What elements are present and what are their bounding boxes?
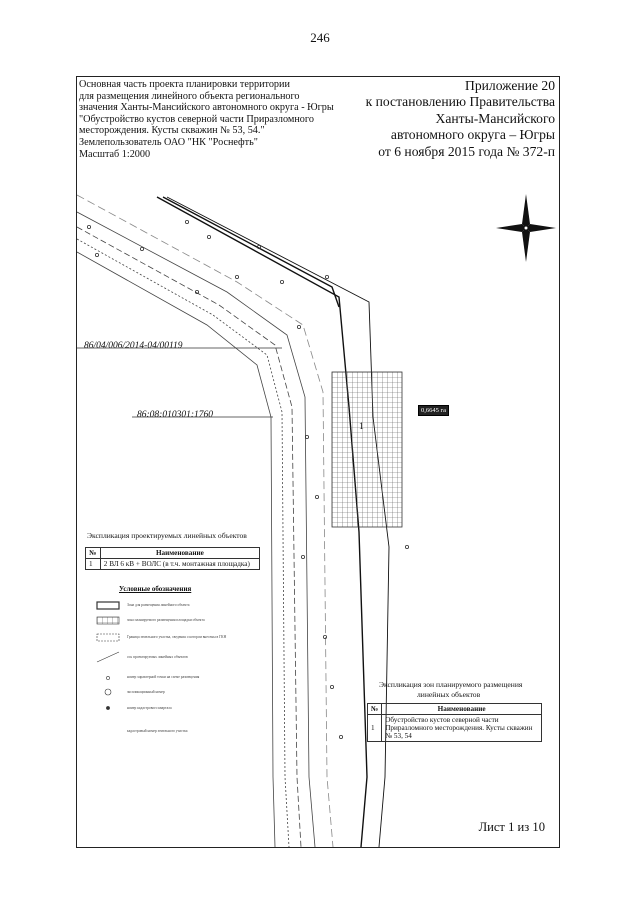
legend-item: зона планируемого размещения площадки объекта <box>127 618 205 622</box>
legend-item: ось проектируемых линейных объектов <box>127 655 188 659</box>
legend-title: Условные обозначения <box>119 585 192 593</box>
well-pad-grid <box>332 372 402 527</box>
site-area-box: 0,6645 га <box>418 405 449 416</box>
appendix-line: Ханты-Мансийского <box>435 110 555 126</box>
zone-table-title: линейных объектов <box>417 690 481 699</box>
north-arrow-icon <box>496 194 556 262</box>
legend-item: номер кадастрового квартала <box>127 706 172 710</box>
land-user-line: Землепользователь ОАО "НК "Роснефть" <box>79 136 258 148</box>
legend-item: кадастровый номер земельного участка <box>127 729 188 733</box>
table-cell: Обустройство кустов северной части Приразломного месторождения. Кусты скважин № 53, 54 <box>382 715 542 742</box>
appendix-line: Приложение 20 <box>465 78 555 93</box>
table-cell: 1 <box>368 715 382 742</box>
site-marker: 1 <box>359 422 364 432</box>
road-corridor <box>77 195 333 847</box>
cadastral-label: 86:08:010301:1760 <box>137 410 213 420</box>
project-line: значения Ханты-Мансийского автономного округа - Югры <box>79 102 334 114</box>
zone-table-title: Экспликация зон планируемого размещения <box>379 680 523 689</box>
appendix-line: к постановлению Правительства <box>365 94 555 110</box>
project-line: месторождения. Кусты скважин № 53, 54." <box>79 125 265 137</box>
zone-table <box>367 703 542 742</box>
table-header: Наименование <box>382 704 542 715</box>
linear-objects-table <box>85 547 260 570</box>
legend-item: Зона для размещения линейного объекта <box>127 603 190 607</box>
cadastral-label: 86/04/006/2014-04/00119 <box>84 341 183 351</box>
legend-item: номер характерной точки на схеме размещения <box>127 675 200 679</box>
legend-item: экспликационный номер <box>127 690 165 694</box>
table-cell: 2 ВЛ 6 кВ + ВОЛС (в т.ч. монтажная площадка) <box>100 559 259 570</box>
map-sheet-frame <box>76 76 560 848</box>
scale-line: Масштаб 1:2000 <box>79 148 151 160</box>
project-line: для размещения линейного объекта регионального <box>79 90 300 102</box>
appendix-line: от 6 ноября 2015 года № 372-п <box>378 143 555 159</box>
table-cell: 1 <box>86 559 101 570</box>
legend-swatches <box>97 602 119 710</box>
project-line: Основная часть проекта планировки территории <box>79 79 290 90</box>
legend-item: Граница земельного участка, сведения о котором внесены в ГКН <box>127 635 227 639</box>
table-header: № <box>368 704 382 715</box>
sheet-number: Лист 1 из 10 <box>478 820 545 834</box>
project-line: "Обустройство кустов северной части Приразломного <box>79 113 314 125</box>
page-number: 246 <box>310 30 330 45</box>
appendix-line: автономного округа – Югры <box>390 127 555 143</box>
linear-objects-table-title: Экспликация проектируемых линейных объектов <box>87 531 247 540</box>
table-header: Наименование <box>100 548 259 559</box>
table-header: № <box>86 548 101 559</box>
